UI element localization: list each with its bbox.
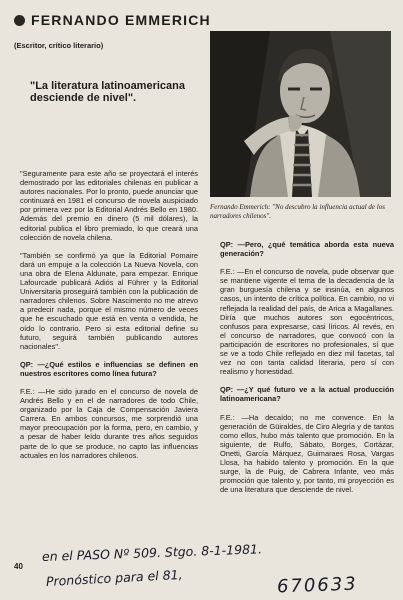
handwritten-note: Pronóstico para el 81,	[45, 566, 183, 589]
portrait-illustration	[210, 31, 391, 197]
article-paragraph: "También se confirmó ya que la Editorial Pomaire dará un empuje a la colección La Nueva Novela, con una obra de Elena Aldunate, para empezar. Enrique Lafourcade publicará Adiós al Führer y la Editorial Universitaria proseguirá también con la publicación de narradores chilenos. Sobre Nascimento no me atrevo a predecir nada, porque el mismo número de veces que he escuchado que está en venta o vendida, he oído lo contrario. Pero si esta editorial define su futuro, seguirá también publicando autores nacionales".	[20, 250, 198, 351]
interview-answer: F.E.: —Ha decaído; no me convence. En la generación de Güiraldes, de Ciro Alegría y de tantos como ellos, hubo más talento que promoción. En la siguiente, de Rulfo, Sábato, Borges, Cortázar, Onetti, García Márquez, Guimaraes Rosa, Vargas Llosa, ha habido talento y promoción. En la que surge, la de Puig, de Cabrera Infante, veo más promoción que talento y, por tanto, mi proyección es de una literatura que desciende de nivel.	[220, 412, 394, 495]
author-subtitle: (Escritor, crítico literario)	[14, 41, 104, 50]
right-text-column	[220, 240, 394, 503]
handwritten-source-note: en el PASO Nº 509. Stgo. 8-1-1981.	[41, 541, 263, 564]
handwritten-catalog-number: 670633	[276, 573, 359, 598]
author-name: FERNANDO EMMERICH	[31, 12, 211, 28]
interview-question: QP: —¿Y qué futuro ve a la actual producción latinoamericana?	[220, 385, 394, 404]
author-header	[14, 13, 394, 29]
left-text-column	[20, 169, 198, 469]
interview-answer: F.E.: —En el concurso de novela, pude observar que se mantiene vigente el tema de la decadencia de la gran burguesía chilena y se insinúa, en algunos casos, un intento de crítica política. En cambio, no vi reflejada la realidad del país, de Arica a Magallanes. Diría que muchos autores son egocéntricos, confusos para expresarse, casi líricos. Al revés, en el concurso de narradores, que convocó con la participación de escritores no profesionales, sí que se ve a todo Chile reflejado en diez mil facetas, tal vez no con tanta calidad literaria, pero sí con realismo y honestidad.	[220, 267, 394, 377]
bullet-dot-icon	[14, 15, 25, 26]
photo-caption: Fernando Emmerich: "No descubro la influencia actual de los narradores chilenos".	[210, 203, 385, 220]
interview-answer: F.E.: —He sido jurado en el concurso de novela de Andrés Bello y en el de narradores de todo Chile, organizado por la Caja de Compensación Javiera Carrera. En ambos concursos, me sorprendió una mayor preocupación por la forma, pero, en cambio, y a pesar de haber leído durante tres años seguidos parte de lo que se produce, no capto las influencias actuales en los narradores chilenos.	[20, 386, 198, 460]
article-title: "La literatura latinoamericana desciende de nivel".	[30, 80, 185, 104]
interview-question: QP: —Pero, ¿qué temática aborda esta nueva generación?	[220, 240, 394, 259]
article-paragraph: "Seguramente para este año se proyectará el interés demostrado por las editoriales chilenas en publicar a autores nacionales. Por lo pronto, puede anunciar que continuará en 1981 el concurso de novela auspiciado por primera vez por la Editorial Andrés Bello en 1980. Además del premio en dinero (5 mil dólares), la editorial publica el libro premiado, lo que creará una colección de novela chilena.	[20, 169, 198, 242]
interview-question: QP: —¿Qué estilos e influencias se definen en nuestros escritores como línea futura?	[20, 359, 198, 378]
author-photo	[210, 31, 391, 197]
page-number: 40	[14, 562, 23, 571]
